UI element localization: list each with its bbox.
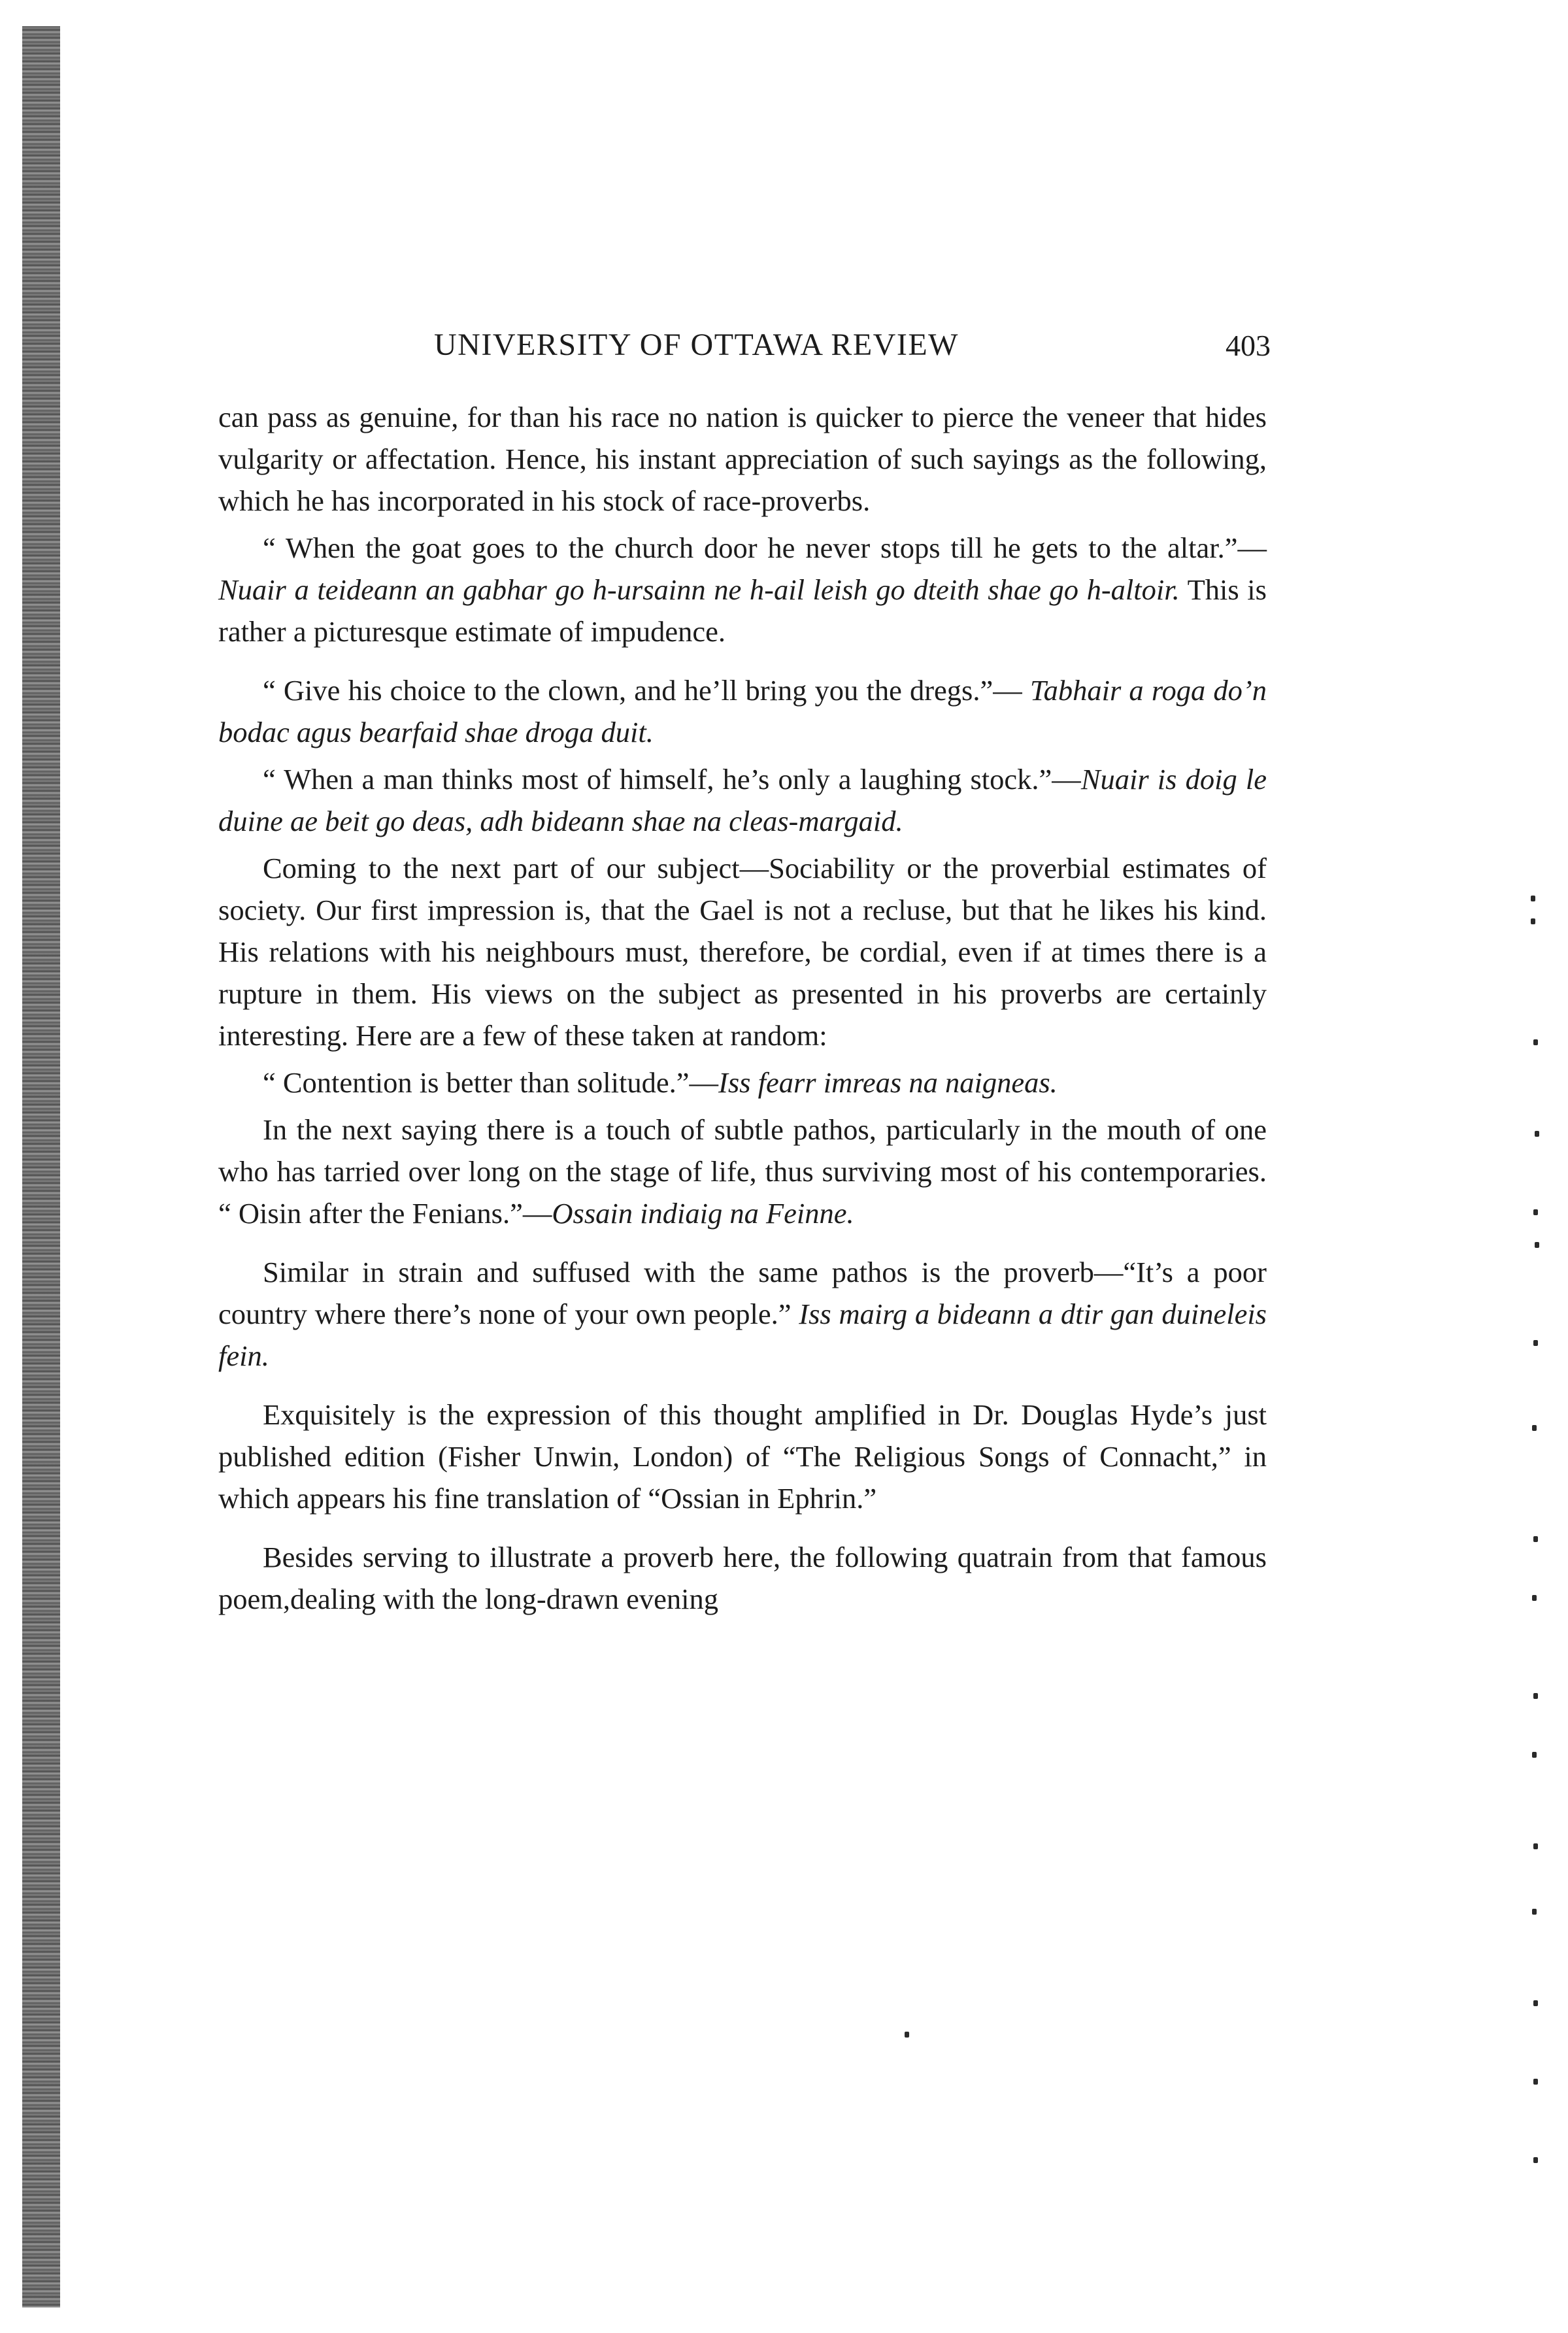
proverb-paragraph (218, 758, 1267, 842)
scan-speck (1533, 2000, 1538, 2006)
text-run: “ When a man thinks most of himself, he’s only a laughing stock.”— (263, 763, 1081, 796)
text-run: “ Contention is better than solitude.”— (263, 1066, 719, 1099)
proverb-paragraph (218, 527, 1267, 652)
gaelic-text: Tabhair a roga do’n bodac agus bearfaid shae droga duit. (218, 674, 1267, 748)
paragraph (218, 1536, 1267, 1620)
text-run: Similar in strain and suffused with the same pathos is the proverb—“It’s a poor country where there’s none of your own people.” (218, 1256, 1267, 1330)
paragraph (218, 396, 1267, 522)
paragraph (218, 1109, 1267, 1234)
paragraph (218, 1251, 1267, 1377)
gaelic-text: Nuair is doig le duine ae beit go deas, adh bideann shae na cleas-margaid. (218, 763, 1267, 837)
body-text (218, 396, 1267, 1620)
scan-speck (1531, 896, 1535, 901)
scan-speck (1535, 1131, 1539, 1137)
running-title: UNIVERSITY OF OTTAWA REVIEW (434, 327, 959, 362)
text-run: “ When the goat goes to the church door he never stops till he gets to the altar.”— (263, 531, 1267, 564)
scan-speck (1535, 1242, 1539, 1248)
gaelic-text: Iss fearr imreas na naigneas. (718, 1066, 1058, 1099)
scan-speck (1533, 2157, 1538, 2163)
scan-speck (1533, 1693, 1538, 1699)
scan-speck (1532, 1752, 1537, 1758)
running-head (218, 327, 1271, 373)
text-run: Exquisitely is the expression of this thought amplified in Dr. Douglas Hyde’s just published edition (Fisher Unwin, London) of “The Religious Songs of Connacht,” in which appears his fine translation of “Ossian in Ephrin.” (218, 1398, 1267, 1515)
paragraph (218, 847, 1267, 1056)
scan-speck (1533, 1039, 1538, 1045)
text-run: Besides serving to illustrate a proverb here, the following quatrain from that famous poem,dealing with the long-drawn evening (218, 1541, 1267, 1615)
scan-speck (1533, 1340, 1538, 1346)
scan-speck (1533, 2079, 1538, 2085)
scan-speck (1532, 1595, 1537, 1601)
paragraph (218, 1394, 1267, 1519)
scan-speck (905, 2032, 909, 2038)
text-run: Coming to the next part of our subject—Sociability or the proverbial estimates of society. Our first impression is, that the Gael is not a recluse, but that he likes his kind. His relations with his neighbours must, therefore, be cordial, even if at times there is a rupture in them. His views on the subject as presented in his proverbs are certainly interesting. Here are a few of these taken at random: (218, 852, 1267, 1052)
page-number: 403 (1226, 329, 1271, 362)
text-run: This is rather a picturesque estimate of impudence. (218, 573, 1267, 648)
gaelic-text: Iss mairg a bideann a dtir gan duineleis fein. (218, 1298, 1267, 1372)
scan-speck (1532, 1425, 1537, 1431)
gaelic-text: Ossain indiaig na Feinne. (552, 1197, 854, 1230)
gaelic-text: Nuair a teideann an gabhar go h-ursainn ne h-ail leish go dteith shae go h-altoir. (218, 573, 1180, 606)
document-page (218, 327, 1271, 1637)
proverb-paragraph (218, 669, 1267, 753)
text-run: can pass as genuine, for than his race no nation is quicker to pierce the veneer that hides vulgarity or affectation. Hence, his instant appreciation of such sayings as the following, which he has incorporated in his stock of race-proverbs. (218, 401, 1267, 517)
scan-speck (1533, 1843, 1538, 1849)
scan-speck (1532, 1909, 1537, 1915)
scan-speck (1533, 1209, 1538, 1215)
text-run: “ Give his choice to the clown, and he’ll bring you the dregs.”— (263, 674, 1030, 707)
scan-speck (1533, 1536, 1538, 1542)
page-binding-edge (22, 26, 60, 2308)
text-run: In the next saying there is a touch of subtle pathos, particularly in the mouth of one who has tarried over long on the stage of life, thus surviving most of his contemporaries. “ Oisin after the Fenians.”— (218, 1113, 1267, 1230)
scan-speck (1531, 918, 1535, 924)
proverb-paragraph (218, 1062, 1267, 1103)
